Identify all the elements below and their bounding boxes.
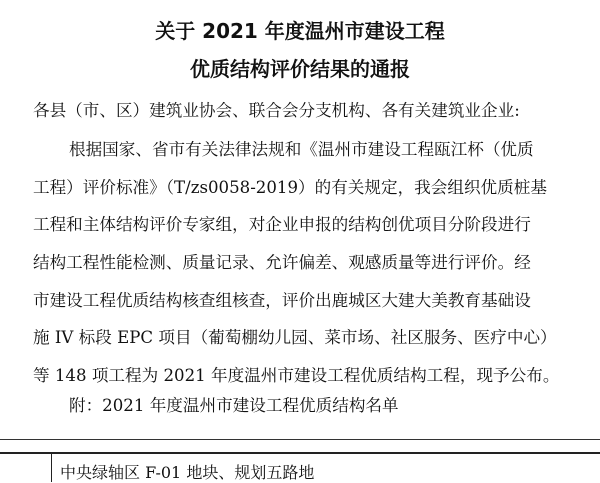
salutation: 各县（市、区）建筑业协会、联合会分支机构、各有关建筑业企业: bbox=[33, 101, 520, 120]
body-line: 市建设工程优质结构核查组核查，评价出鹿城区大建大美教育基础设 bbox=[33, 291, 531, 310]
table-cell-project-name: 中央绿轴区 F-01 地块、规划五路地 bbox=[60, 463, 315, 482]
body-line: 根据国家、省市有关法律法规和《温州市建设工程瓯江杯（优质 bbox=[69, 140, 534, 159]
body-line: 工程和主体结构评价专家组，对企业申报的结构创优项目分阶段进行 bbox=[33, 215, 531, 234]
body-line: 等 148 项工程为 2021 年度温州市建设工程优质结构工程，现予公布。 bbox=[33, 366, 560, 385]
table-column-border bbox=[51, 452, 52, 482]
table-top-border bbox=[0, 452, 600, 454]
page-divider bbox=[0, 439, 600, 440]
attachment-line: 附：2021 年度温州市建设工程优质结构名单 bbox=[69, 396, 399, 415]
body-line: 施 IV 标段 EPC 项目（葡萄棚幼儿园、菜市场、社区服务、医疗中心） bbox=[33, 328, 557, 347]
document-title-line-1: 关于 2021 年度温州市建设工程 bbox=[155, 19, 445, 43]
body-line: 工程）评价标准》（T/zs0058-2019）的有关规定，我会组织优质桩基 bbox=[33, 178, 547, 197]
document-title-line-2: 优质结构评价结果的通报 bbox=[190, 57, 410, 81]
body-line: 结构工程性能检测、质量记录、允许偏差、观感质量等进行评价。经 bbox=[33, 253, 531, 272]
